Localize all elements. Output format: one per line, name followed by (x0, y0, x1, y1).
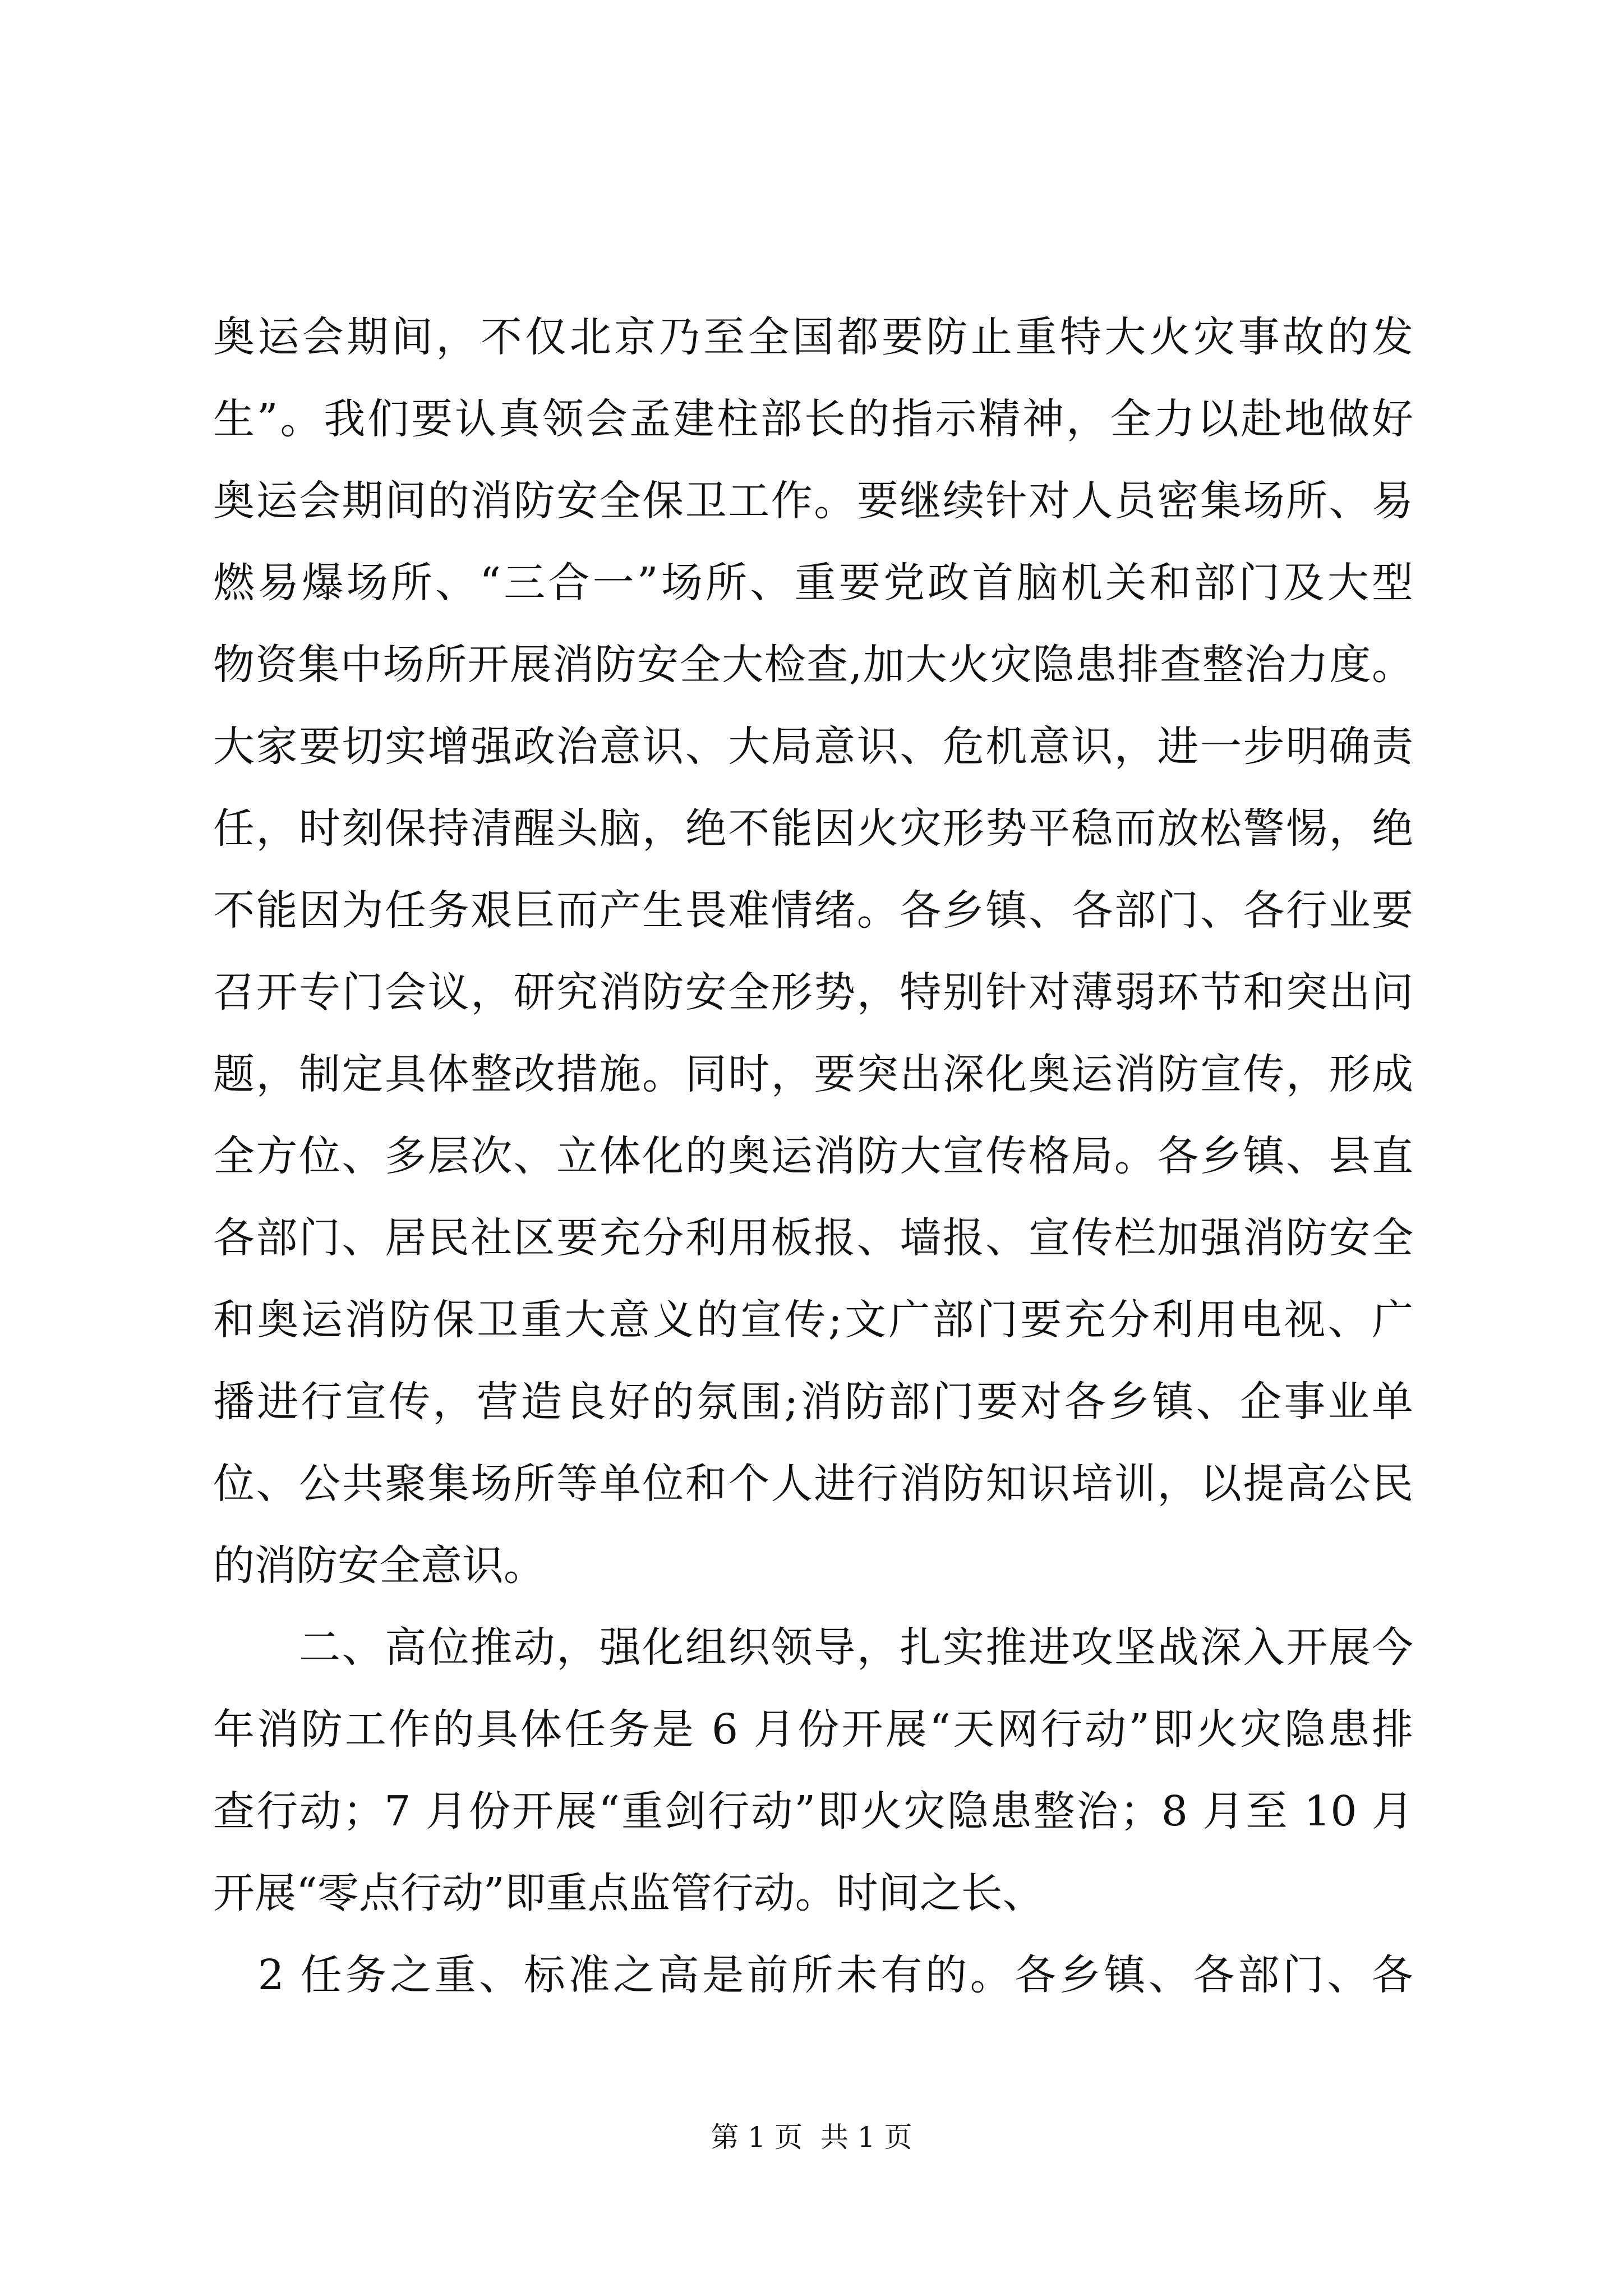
text-line: 奥运会期间的消防安全保卫工作。要继续针对人员密集场所、易 (213, 477, 1413, 525)
text-line: 各部门、居民社区要充分利用板报、墙报、宣传栏加强消防安全 (213, 1214, 1413, 1262)
text-line: 题，制定具体整改措施。同时，要突出深化奥运消防宣传，形成 (213, 1050, 1413, 1098)
text-line: 生”。我们要认真领会孟建柱部长的指示精神，全力以赴地做好 (213, 395, 1413, 443)
text-line: 任，时刻保持清醒头脑，绝不能因火灾形势平稳而放松警惕，绝 (213, 804, 1413, 853)
text-line: 全方位、多层次、立体化的奥运消防大宣传格局。各乡镇、县直 (213, 1132, 1413, 1180)
text-line: 开展“零点行动”即重点监管行动。时间之长、 (213, 1869, 1044, 1917)
text-line: 物资集中场所开展消防安全大检查,加大火灾隐患排查整治力度。 (213, 641, 1413, 689)
section-heading-line: 二、高位推动，强化组织领导，扎实推进攻坚战深入开展今 (213, 1623, 1413, 1672)
text-line: 燃易爆场所、“三合一”场所、重要党政首脑机关和部门及大型 (213, 559, 1413, 607)
document-body (213, 296, 1413, 2016)
text-line: 奥运会期间，不仅北京乃至全国都要防止重特大火灾事故的发 (213, 313, 1413, 361)
text-line: 不能因为任务艰巨而产生畏难情绪。各乡镇、各部门、各行业要 (213, 886, 1413, 935)
text-line: 年消防工作的具体任务是 6 月份开展“天网行动”即火灾隐患排 (213, 1705, 1413, 1754)
text-line: 召开专门会议，研究消防安全形势，特别针对薄弱环节和突出问 (213, 968, 1413, 1016)
text-line: 的消防安全意识。 (213, 1542, 545, 1590)
text-line: 查行动；7 月份开展“重剑行动”即火灾隐患整治；8 月至 10 月 (213, 1787, 1413, 1835)
page-footer: 第 1 页 共 1 页 (711, 2121, 912, 2154)
text-line: 大家要切实增强政治意识、大局意识、危机意识，进一步明确责 (213, 723, 1413, 771)
text-line: 播进行宣传，营造良好的氛围;消防部门要对各乡镇、企事业单 (213, 1378, 1413, 1426)
text-line: 和奥运消防保卫重大意义的宣传;文广部门要充分利用电视、广 (213, 1296, 1413, 1344)
text-line: 位、公共聚集场所等单位和个人进行消防知识培训，以提高公民 (213, 1460, 1413, 1508)
text-line: 2 任务之重、标准之高是前所未有的。各乡镇、各部门、各 (213, 1951, 1413, 1999)
